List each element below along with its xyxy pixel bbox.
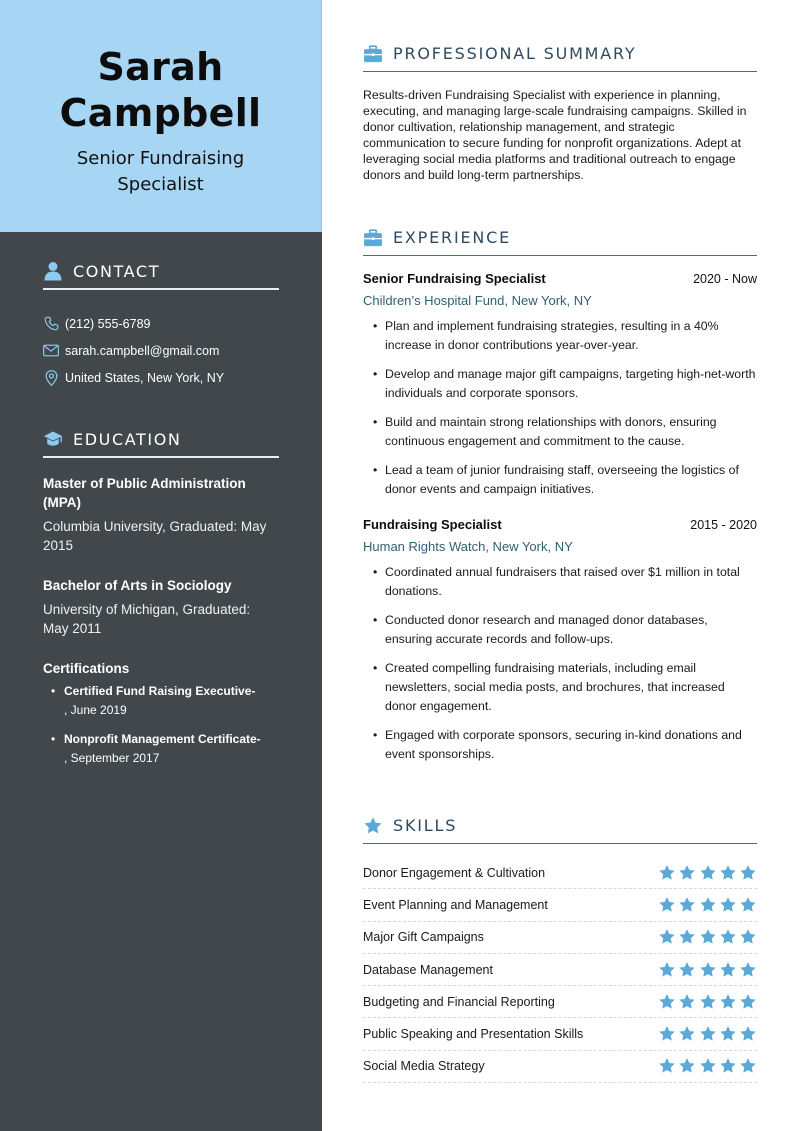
rating-star-icon [699, 896, 717, 914]
skills-heading [363, 812, 757, 844]
rating-star-icon [678, 896, 696, 914]
skill-row [363, 954, 757, 986]
rating-star-icon [739, 864, 757, 882]
job-title [0, 146, 321, 198]
rating-star-icon [739, 896, 757, 914]
contact-location [43, 364, 279, 391]
star-icon [363, 816, 383, 836]
experience-heading [363, 224, 757, 256]
job-bullet: • Plan and implement fundraising strategies, resulting in a 40% increase in donor contributions year-over-year. [363, 317, 757, 355]
skills-heading-text: SKILLS [393, 816, 458, 835]
job-dates: 2020 - Now [693, 272, 757, 286]
certification-name: • Certified Fund Raising Executive- [64, 684, 256, 698]
education-heading [43, 428, 279, 458]
contact-phone [43, 310, 279, 337]
skill-name: Database Management [363, 962, 493, 977]
job-bullet: • Conducted donor research and managed donor databases, ensuring accurate records and follow-ups. [363, 611, 757, 649]
certifications-list [43, 682, 279, 768]
education-item [43, 576, 279, 638]
header-box [0, 0, 322, 232]
job-bullet: • Coordinated annual fundraisers that raised over $1 million in total donations. [363, 563, 757, 601]
skill-rating [656, 993, 757, 1011]
certification-item [43, 682, 279, 720]
rating-star-icon [699, 993, 717, 1011]
job-entry [363, 517, 757, 764]
certification-name: • Nonprofit Management Certificate- [64, 732, 261, 746]
briefcase-icon [363, 228, 383, 248]
skill-name: Budgeting and Financial Reporting [363, 994, 555, 1009]
summary-heading-text: PROFESSIONAL SUMMARY [393, 44, 637, 63]
job-organization: Children’s Hospital Fund, New York, NY [363, 293, 592, 308]
skill-row [363, 1018, 757, 1050]
briefcase-icon [363, 44, 383, 64]
skill-rating [656, 961, 757, 979]
job-title-text: Senior Fundraising Specialist [363, 271, 546, 286]
location-text: United States, New York, NY [65, 370, 225, 385]
contact-heading-text: CONTACT [73, 261, 161, 281]
summary-heading [363, 40, 757, 72]
rating-star-icon [739, 928, 757, 946]
skill-rating [656, 896, 757, 914]
certifications-heading: Certifications [43, 661, 130, 676]
rating-star-icon [739, 1057, 757, 1075]
job-bullet: • Lead a team of junior fundraising staff, overseeing the logistics of donor events and campaign initiatives. [363, 461, 757, 499]
summary-text: Results-driven Fundraising Specialist with experience in planning, executing, and managing large-scale fundraising campaigns. Skilled in donor cultivation, relationship management, and strategic communication to secure funding for nonprofit organizations. Adept at leveraging social media platforms and traditional outreach to engage donors and build long-term partnerships. [363, 88, 747, 182]
skill-row [363, 922, 757, 954]
certification-date: , June 2019 [64, 703, 127, 717]
degree-school: Columbia University, Graduated: May 2015 [43, 519, 267, 553]
rating-star-icon [739, 1025, 757, 1043]
skill-row [363, 857, 757, 889]
skill-rating [656, 1025, 757, 1043]
rating-star-icon [678, 1025, 696, 1043]
rating-star-icon [699, 1057, 717, 1075]
contact-email [43, 337, 279, 364]
skills-list [363, 857, 757, 1083]
education-section [43, 428, 279, 778]
job-title-text: Fundraising Specialist [363, 517, 502, 532]
title-line-2: Specialist [117, 174, 204, 195]
name-last: Campbell [59, 91, 262, 135]
skill-name: Social Media Strategy [363, 1059, 485, 1074]
rating-star-icon [719, 961, 737, 979]
rating-star-icon [658, 1057, 676, 1075]
skill-row [363, 986, 757, 1018]
certifications-block [43, 659, 279, 768]
rating-star-icon [719, 993, 737, 1011]
job-header [363, 517, 757, 532]
skills-section [363, 812, 757, 1083]
skill-rating [656, 1057, 757, 1075]
rating-star-icon [678, 1057, 696, 1075]
job-bullets [363, 317, 757, 499]
education-heading-text: EDUCATION [73, 429, 182, 449]
experience-section [363, 224, 757, 774]
job-dates: 2015 - 2020 [690, 518, 757, 532]
rating-star-icon [699, 864, 717, 882]
skill-row [363, 1051, 757, 1083]
contact-heading [43, 260, 279, 290]
rating-star-icon [658, 896, 676, 914]
job-header [363, 271, 757, 286]
contact-section [43, 260, 279, 391]
sidebar [0, 0, 322, 1131]
rating-star-icon [739, 961, 757, 979]
job-entry [363, 271, 757, 499]
rating-star-icon [719, 928, 737, 946]
rating-star-icon [658, 864, 676, 882]
title-line-1: Senior Fundraising [76, 148, 245, 169]
rating-star-icon [658, 961, 676, 979]
phone-icon [43, 316, 59, 332]
job-bullet: • Engaged with corporate sponsors, securing in-kind donations and event sponsorships. [363, 726, 757, 764]
certification-date: , September 2017 [64, 751, 160, 765]
job-bullets [363, 563, 757, 764]
education-item [43, 474, 279, 555]
graduation-cap-icon [43, 428, 63, 450]
summary-section [363, 40, 757, 183]
rating-star-icon [678, 961, 696, 979]
rating-star-icon [719, 896, 737, 914]
rating-star-icon [719, 1057, 737, 1075]
rating-star-icon [719, 864, 737, 882]
skill-rating [656, 864, 757, 882]
skill-name: Public Speaking and Presentation Skills [363, 1027, 584, 1042]
degree-name: Master of Public Administration (MPA) [43, 476, 246, 510]
experience-heading-text: EXPERIENCE [393, 228, 512, 247]
degree-school: University of Michigan, Graduated: May 2011 [43, 602, 251, 636]
rating-star-icon [699, 961, 717, 979]
rating-star-icon [678, 993, 696, 1011]
skill-name: Donor Engagement & Cultivation [363, 865, 546, 880]
degree-name: Bachelor of Arts in Sociology [43, 578, 232, 593]
rating-star-icon [658, 1025, 676, 1043]
rating-star-icon [699, 928, 717, 946]
rating-star-icon [658, 993, 676, 1011]
skill-name: Major Gift Campaigns [363, 930, 484, 945]
rating-star-icon [658, 928, 676, 946]
job-bullet: • Created compelling fundraising materials, including email newsletters, social media posts, and brochures, that increased donor engagement. [363, 659, 757, 716]
email-text[interactable]: sarah.campbell@gmail.com [65, 343, 220, 358]
certification-item [43, 730, 279, 768]
rating-star-icon [699, 1025, 717, 1043]
phone-text[interactable]: (212) 555-6789 [65, 316, 151, 331]
rating-star-icon [678, 928, 696, 946]
rating-star-icon [739, 993, 757, 1011]
skill-rating [656, 928, 757, 946]
skill-row [363, 889, 757, 921]
rating-star-icon [678, 864, 696, 882]
job-organization: Human Rights Watch, New York, NY [363, 539, 573, 554]
job-bullet: • Develop and manage major gift campaigns, targeting high-net-worth individuals and corporate sponsors. [363, 365, 757, 403]
mail-icon [43, 343, 59, 359]
candidate-name [0, 44, 321, 136]
skill-name: Event Planning and Management [363, 897, 548, 912]
user-icon [43, 260, 63, 282]
rating-star-icon [719, 1025, 737, 1043]
name-first: Sarah [97, 45, 224, 89]
job-bullet: • Build and maintain strong relationships with donors, ensuring continuous engagement and commitment to the cause. [363, 413, 757, 451]
location-pin-icon [43, 370, 59, 386]
